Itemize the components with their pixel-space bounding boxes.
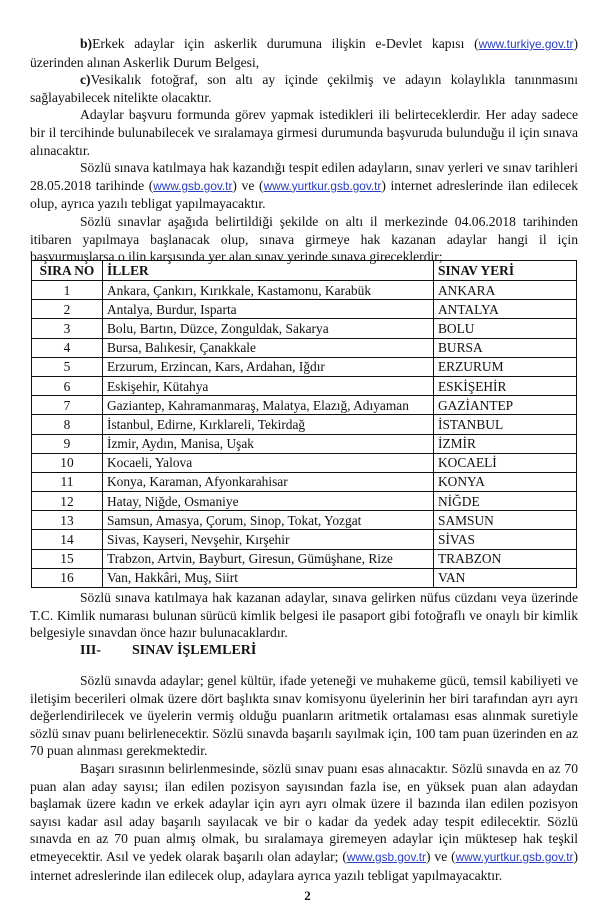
- item-b-text2: ) üzerinden alınan Askerlik Durum Belgesi,: [30, 36, 578, 70]
- row-cities: İstanbul, Edirne, Kırklareli, Tekirdağ: [103, 415, 434, 434]
- row-no: 8: [32, 415, 103, 434]
- row-no: 1: [32, 281, 103, 300]
- row-cities: Van, Hakkâri, Muş, Siirt: [103, 568, 434, 587]
- table-row: [32, 511, 577, 530]
- centers-paragraph: Sözlü sınavlar aşağıda belirtildiği şekilde on altı il merkezinde 04.06.2018 tarihinden itibaren yapılmaya başlanacak olup, sınava girmeye hak kazanan adaylar hangi il için başvurmuşlarsa o ilin karşısında yer alan sınav yerinde sınava gireceklerdir;: [30, 213, 578, 265]
- row-cities: Bursa, Balıkesir, Çanakkale: [103, 338, 434, 357]
- row-venue: İSTANBUL: [434, 415, 577, 434]
- row-venue: BURSA: [434, 338, 577, 357]
- section-number: III-: [80, 643, 102, 658]
- announce-text-2: ) ve (: [232, 177, 264, 193]
- item-c-text: Vesikalık fotoğraf, son altı ay içinde çekilmiş ve adayın kolaylıkla tanınmasını sağlayabilecek nitelikte olacaktır.: [30, 72, 578, 105]
- row-no: 14: [32, 530, 103, 549]
- table-row: [32, 492, 577, 511]
- row-venue: SİVAS: [434, 530, 577, 549]
- item-c-paragraph: [30, 71, 578, 106]
- table-header-row: [32, 261, 577, 281]
- row-cities: Erzurum, Erzincan, Kars, Ardahan, Iğdır: [103, 357, 434, 376]
- row-no: 7: [32, 396, 103, 415]
- ranking-text-3: ) internet adreslerinde ilan edilecek olup, adaylara ayrıca yazılı tebligat yapılmayacaktır.: [30, 848, 578, 883]
- item-c-label: c): [80, 72, 91, 88]
- row-no: 10: [32, 453, 103, 472]
- row-cities: İzmir, Aydın, Manisa, Uşak: [103, 434, 434, 453]
- table-row: [32, 415, 577, 434]
- table-row: [32, 376, 577, 395]
- row-cities: Hatay, Niğde, Osmaniye: [103, 492, 434, 511]
- row-venue: ANKARA: [434, 281, 577, 300]
- province-paragraph: Adaylar başvuru formunda görev yapmak istedikleri ili belirteceklerdir. Her aday sadece bir il tercihinde bulunabilecek ve sıralamaya girmesi durumunda başvuruda bulunduğu il için sınava alınacaktır.: [30, 107, 578, 158]
- row-venue: BOLU: [434, 319, 577, 338]
- row-no: 6: [32, 376, 103, 395]
- table-row: [32, 396, 577, 415]
- row-cities: Trabzon, Artvin, Bayburt, Giresun, Gümüşhane, Rize: [103, 549, 434, 568]
- row-cities: Samsun, Amasya, Çorum, Sinop, Tokat, Yozgat: [103, 511, 434, 530]
- row-venue: ERZURUM: [434, 357, 577, 376]
- header-sinav-yeri: SINAV YERİ: [434, 261, 577, 281]
- item-b-paragraph: [30, 35, 578, 71]
- row-no: 5: [32, 357, 103, 376]
- section-heading: [80, 643, 256, 659]
- row-no: 12: [32, 492, 103, 511]
- section-title: SINAV İŞLEMLERİ: [132, 643, 257, 658]
- ranking-text-2: ) ve (: [425, 848, 456, 864]
- row-venue: KONYA: [434, 472, 577, 491]
- id-block: [30, 589, 578, 642]
- row-cities: Bolu, Bartın, Düzce, Zonguldak, Sakarya: [103, 319, 434, 338]
- row-no: 2: [32, 300, 103, 319]
- yurtkur-link-2[interactable]: www.yurtkur.gsb.gov.tr: [455, 849, 574, 864]
- header-iller: İLLER: [103, 261, 434, 281]
- row-no: 3: [32, 319, 103, 338]
- row-cities: Gaziantep, Kahramanmaraş, Malatya, Elazığ, Adıyaman: [103, 396, 434, 415]
- table-row: [32, 530, 577, 549]
- ranking-text-1: Başarı sırasının belirlenmesinde, sözlü sınav puanı esas alınacaktır. Sözlü sınavda en az 70 puan alan aday sayısı; ilan edilen pozisyon sayısından fazla ise, en yüksek puan alan adaydan başlamak üzere kadın ve erkek adaylar için ayrı ayrı olmak üzere il bazında ilan edilen pozisyon sayısı kadar asıl aday başarılı sayılacak ve bir o kadar da yedek aday tespit edilecektir. Sözlü sınavda en az 70 puan almış olmak, bu sıralamaya giremeyen adaylar için müktesep hak teşkil etmeyecektir. Asıl ve yedek olarak başarılı olan adaylar; (: [30, 760, 578, 864]
- id-paragraph: Sözlü sınava katılmaya hak kazanan adaylar, sınava gelirken nüfus cüzdanı veya üzerinde T.C. Kimlik numarası bulunan sürücü kimlik belgesi ile pasaport gibi fotoğraflı ve onaylı bir kimlik belgesiyle sınavdan önce hazır bulunacaklardır.: [30, 590, 578, 641]
- evaluation-paragraph: Sözlü sınavda adaylar; genel kültür, ifade yeteneği ve muhakeme gücü, temsil kabiliyeti ve iletişim becerileri olmak üzere dört başlıkta sınav komisyonu üyelerinin her biri tarafından ayrı ayrı değerlendirilecek ve üyelerin vermiş olduğu puanların aritmetik ortalaması esas alınmak suretiyle sözlü sınav puanı belirlenecektir. Sözlü sınavda başarılı sayılmak için, 100 tam puan üzerinden en az 70 puan alınması gerekmektedir.: [30, 673, 578, 759]
- row-venue: ANTALYA: [434, 300, 577, 319]
- row-venue: İZMİR: [434, 434, 577, 453]
- exam-centers-table: [31, 260, 577, 588]
- announce-paragraph: [30, 159, 578, 213]
- table-row: [32, 549, 577, 568]
- table-row: [32, 300, 577, 319]
- row-venue: ESKİŞEHİR: [434, 376, 577, 395]
- row-venue: NİĞDE: [434, 492, 577, 511]
- row-no: 9: [32, 434, 103, 453]
- page-number: 2: [304, 888, 311, 903]
- header-sira-no: SIRA NO: [32, 261, 103, 281]
- row-venue: KOCAELİ: [434, 453, 577, 472]
- announce-text-3: ) internet adreslerinde ilan edilecek olup, ayrıca yazılı tebligat yapılmayacaktır.: [30, 177, 579, 212]
- announce-text-1: Sözlü sınava katılmaya hak kazandığı tespit edilen adayların, sınav yerleri ve sınav tarihleri 28.05.2018 tarihinde (: [30, 160, 578, 193]
- table-row: [32, 453, 577, 472]
- table-row: [32, 357, 577, 376]
- row-cities: Ankara, Çankırı, Kırıkkale, Kastamonu, Karabük: [103, 281, 434, 300]
- row-venue: SAMSUN: [434, 511, 577, 530]
- item-b-text: Erkek adaylar için askerlik durumuna ilişkin e-Devlet kapısı (: [92, 36, 479, 51]
- row-no: 16: [32, 568, 103, 587]
- row-cities: Konya, Karaman, Afyonkarahisar: [103, 472, 434, 491]
- gsb-gov-link[interactable]: www.gsb.gov.tr: [153, 178, 233, 193]
- table-row: [32, 568, 577, 587]
- section3-block: [30, 672, 578, 884]
- row-cities: Antalya, Burdur, Isparta: [103, 300, 434, 319]
- row-venue: VAN: [434, 568, 577, 587]
- gsb-gov-link-2[interactable]: www.gsb.gov.tr: [346, 849, 426, 864]
- row-no: 13: [32, 511, 103, 530]
- table-row: [32, 472, 577, 491]
- turkiye-gov-link[interactable]: www.turkiye.gov.tr: [478, 37, 574, 51]
- table-row: [32, 281, 577, 300]
- row-no: 4: [32, 338, 103, 357]
- row-cities: Sivas, Kayseri, Nevşehir, Kırşehir: [103, 530, 434, 549]
- table-row: [32, 434, 577, 453]
- ranking-paragraph: [30, 760, 578, 884]
- row-cities: Eskişehir, Kütahya: [103, 376, 434, 395]
- intro-block: [30, 35, 578, 266]
- row-venue: TRABZON: [434, 549, 577, 568]
- item-b-label: b): [80, 36, 93, 51]
- yurtkur-link[interactable]: www.yurtkur.gsb.gov.tr: [263, 178, 382, 193]
- table-row: [32, 338, 577, 357]
- table-row: [32, 319, 577, 338]
- row-cities: Kocaeli, Yalova: [103, 453, 434, 472]
- row-no: 11: [32, 472, 103, 491]
- row-venue: GAZİANTEP: [434, 396, 577, 415]
- row-no: 15: [32, 549, 103, 568]
